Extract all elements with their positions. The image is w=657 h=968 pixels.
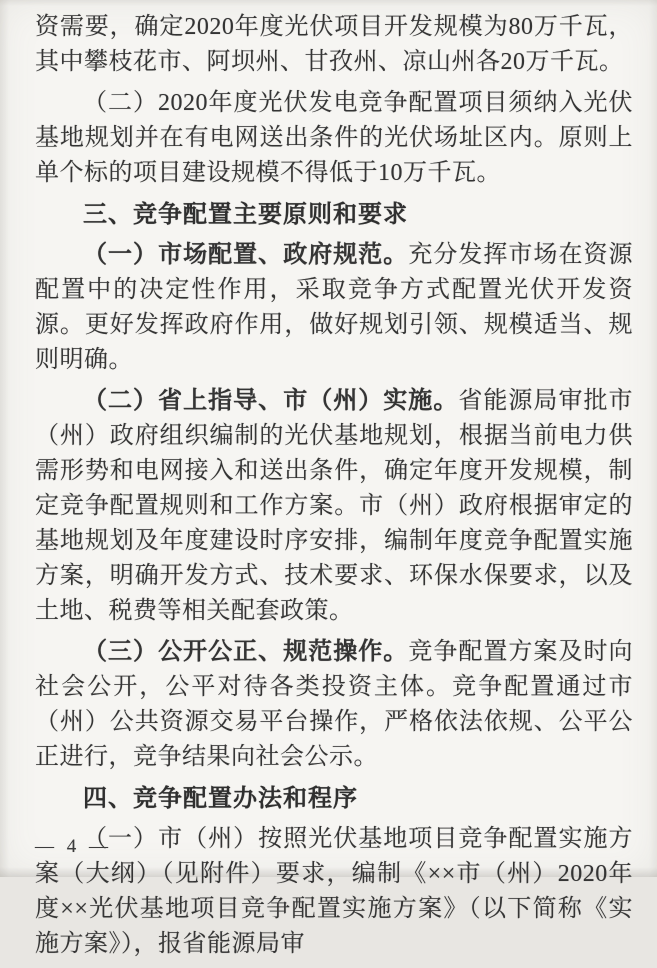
page-number: — 4 —	[35, 836, 112, 857]
paragraph-principle-2	[35, 384, 633, 629]
run-in-heading: （二）省上指导、市（州）实施。	[83, 388, 459, 414]
paragraph-procedure-1: （一）市（州）按照光伏基地项目竞争配置实施方案（大纲）（见附件）要求，编制《××市（州）2020年度××光伏基地项目竞争配置实施方案》（以下简称《实施方案》），报省能源局审	[35, 826, 633, 957]
paragraph-text: 省能源局审批市（州）政府组织编制的光伏基地规划，根据当前电力供需形势和电网接入和送出条件，确定年度开发规模，制定竞争配置规则和工作方案。市（州）政府根据审定的基地规划及年度建设时序安排，编制年度竞争配置实施方案，明确开发方式、技术要求、环保水保要求，以及土地、税费等相关配套政策。	[35, 388, 634, 624]
section-heading-4: 四、竞争配置办法和程序	[83, 785, 358, 812]
section-heading-3: 三、竞争配置主要原则和要求	[83, 201, 408, 228]
paragraph-principle-3	[35, 635, 633, 775]
paragraph-text: 充分发挥市场在资源配置中的决定性作用，采取竞争方式配置光伏开发资源。更好发挥政府作用，做好规划引领、规模适当、规则明确。	[35, 242, 634, 373]
run-in-heading: （三）公开公正、规范操作。	[83, 639, 409, 665]
paragraph-continuation: 资需要，确定2020年度光伏项目开发规模为80万千瓦，其中攀枝花市、阿坝州、甘孜州、凉山州各20万千瓦。	[35, 14, 633, 75]
run-in-heading: （一）市场配置、政府规范。	[83, 242, 409, 268]
paragraph-text: 竞争配置方案及时向社会公开，公平对待各类投资主体。竞争配置通过市（州）公共资源交易平台操作，严格依法依规、公平公正进行，竞争结果向社会公示。	[35, 639, 634, 770]
paragraph-item-2: （二）2020年度光伏发电竞争配置项目须纳入光伏基地规划并在有电网送出条件的光伏场址区内。原则上单个标的项目建设规模不得低于10万千瓦。	[35, 90, 633, 186]
document-body	[35, 10, 633, 968]
paragraph-principle-1	[35, 238, 633, 378]
